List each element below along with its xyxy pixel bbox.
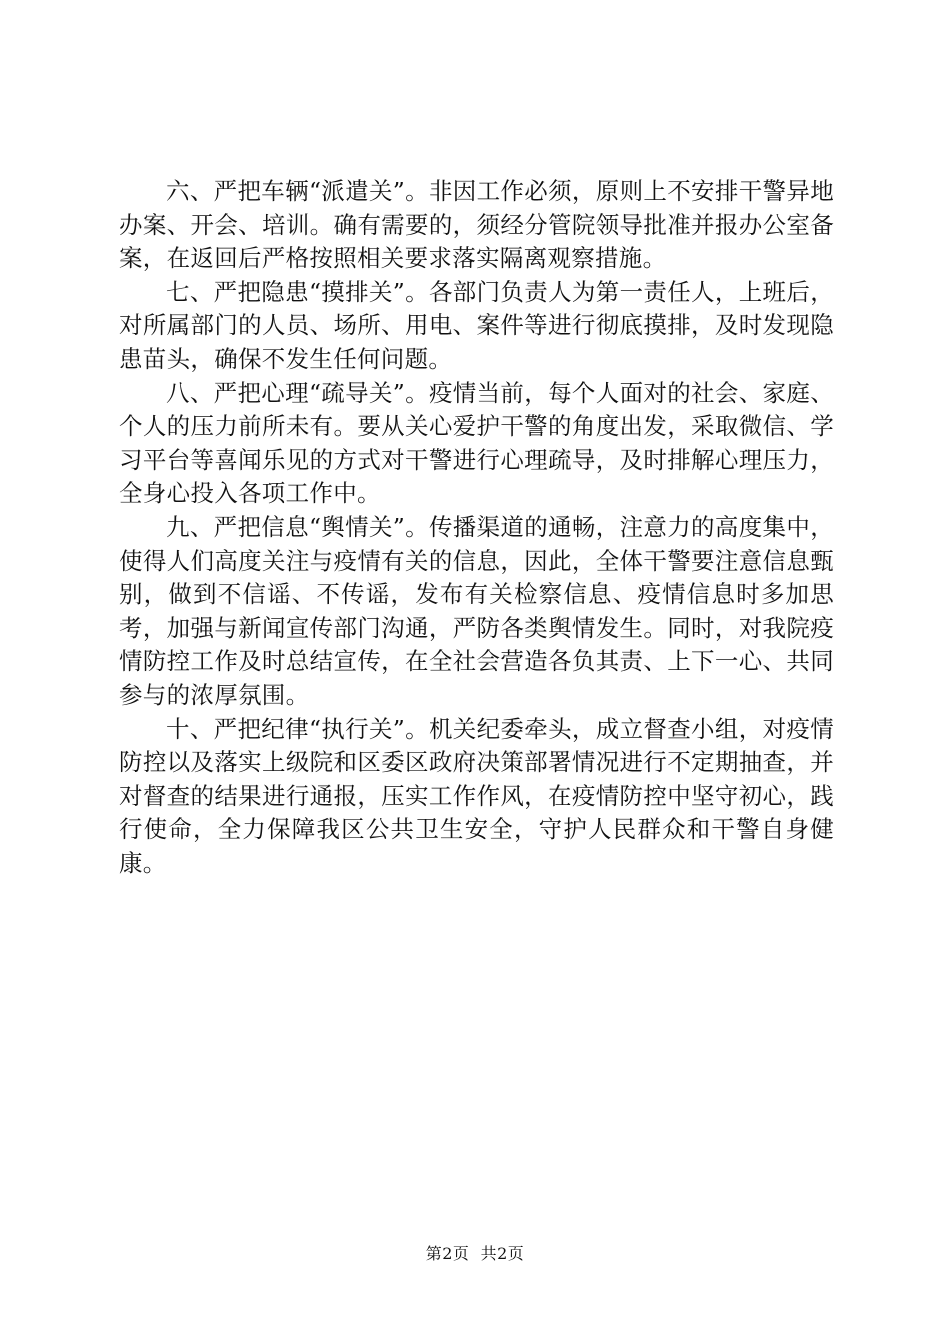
paragraph-10: 十、严把纪律“执行关”。机关纪委牵头，成立督查小组，对疫情防控以及落实上级院和区委区政府决策部署情况进行不定期抽查，并对督查的结果进行通报，压实工作作风，在疫情防控中坚守初心，践行使命，全力保障我区公共卫生安全，守护人民群众和干警自身健康。 <box>119 714 834 877</box>
page-number-label: 第2页 共2页 <box>425 1244 525 1263</box>
document-body <box>119 175 834 880</box>
paragraph-6: 六、严把车辆“派遣关”。非因工作必须，原则上不安排干警异地办案、开会、培训。确有需要的，须经分管院领导批准并报办公室备案，在返回后严格按照相关要求落实隔离观察措施。 <box>119 177 834 273</box>
paragraph-7: 七、严把隐患“摸排关”。各部门负责人为第一责任人，上班后，对所属部门的人员、场所、用电、案件等进行彻底摸排，及时发现隐患苗头，确保不发生任何问题。 <box>119 277 834 373</box>
paragraph-9: 九、严把信息“舆情关”。传播渠道的通畅，注意力的高度集中，使得人们高度关注与疫情有关的信息，因此，全体干警要注意信息甄别，做到不信谣、不传谣，发布有关检察信息、疫情信息时多加思考，加强与新闻宣传部门沟通，严防各类舆情发生。同时，对我院疫情防控工作及时总结宣传，在全社会营造各负其责、上下一心、共同参与的浓厚氛围。 <box>119 512 834 709</box>
page-footer <box>0 1243 950 1265</box>
paragraph-8: 八、严把心理“疏导关”。疫情当前，每个人面对的社会、家庭、个人的压力前所未有。要从关心爱护干警的角度出发，采取微信、学习平台等喜闻乐见的方式对干警进行心理疏导，及时排解心理压力，全身心投入各项工作中。 <box>119 378 834 508</box>
